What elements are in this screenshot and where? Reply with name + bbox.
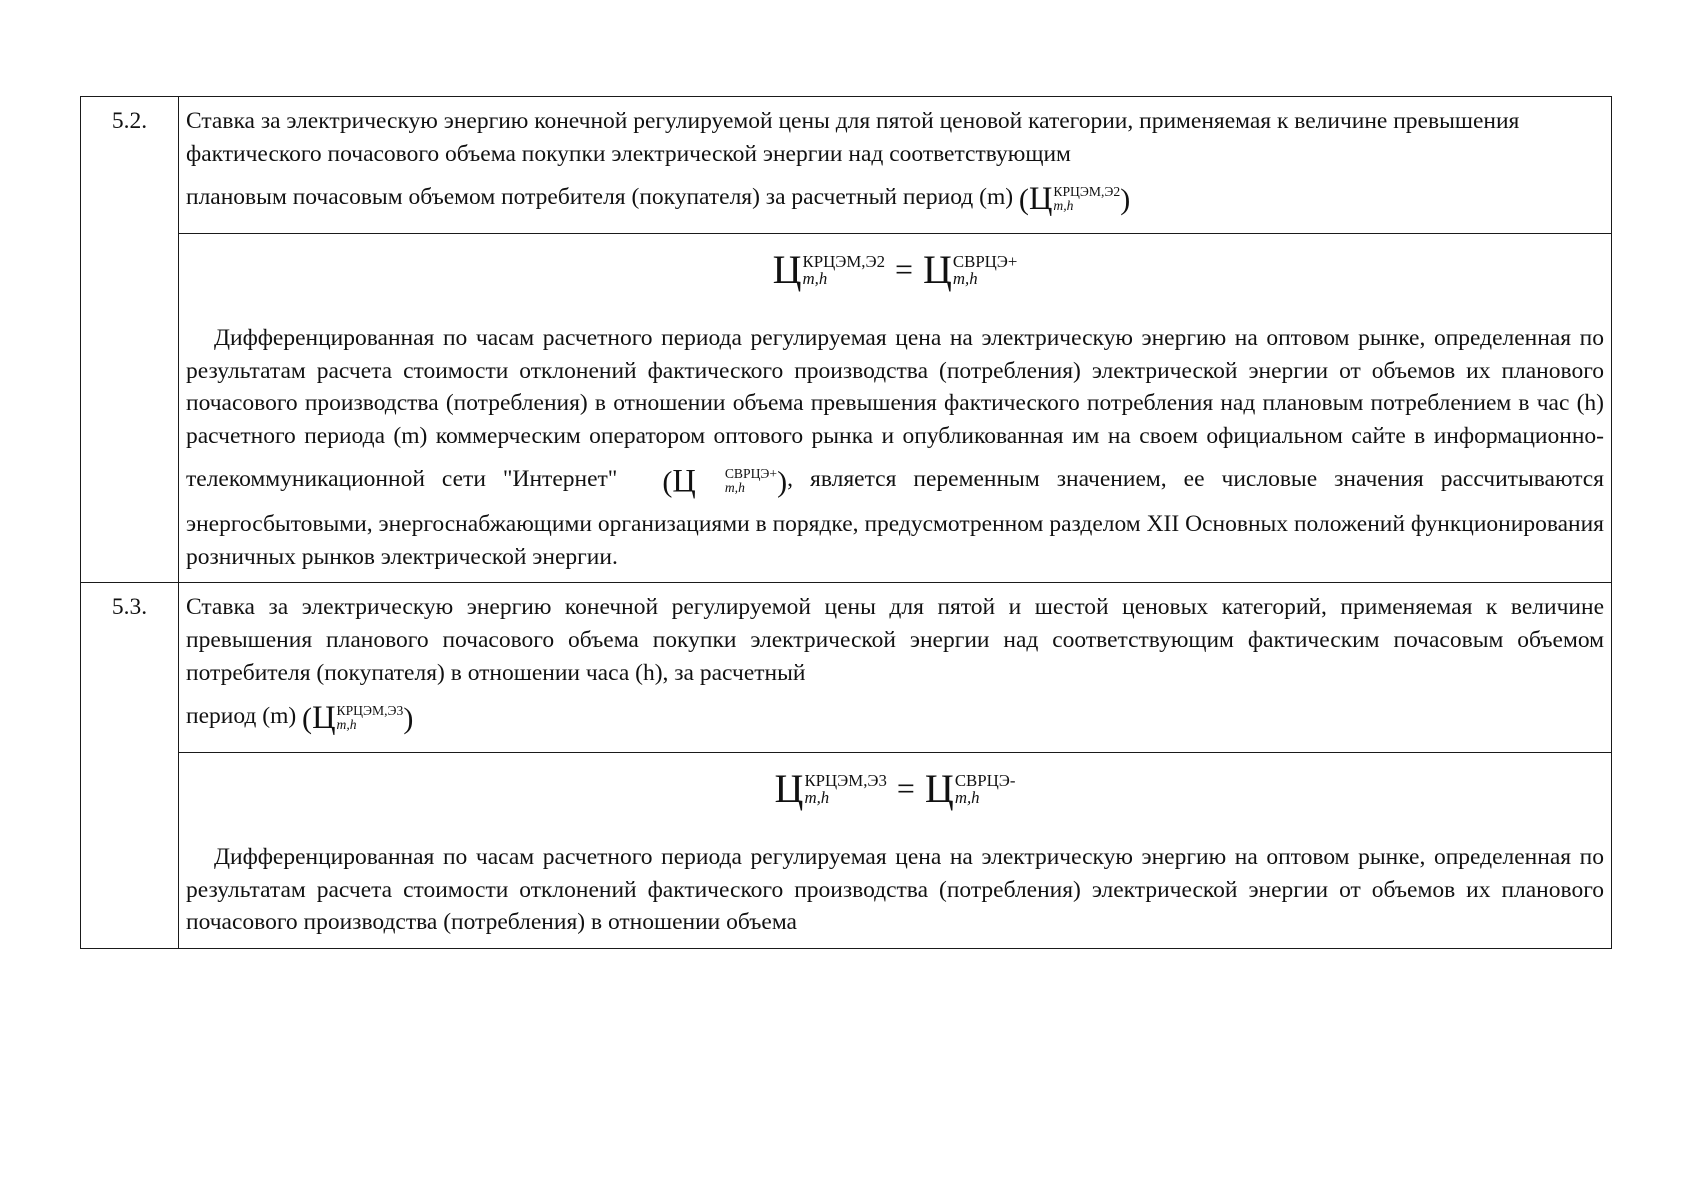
formula-explanation: Дифференцированная по часам расчетного периода регулируемая цена на электрическую энергию на оптовом рынке, определенная по результатам расчета стоимости отклонений фактического производства (потребления) электрической энергии от объемов их планового почасового производства (потребления) в отношении объема xyxy=(186,844,1604,936)
rate-description-cell xyxy=(179,97,1612,234)
formula xyxy=(186,242,1604,322)
rate-description-tail: период (m) xyxy=(186,703,297,730)
table-row xyxy=(81,234,1612,583)
symbol-base: Ц xyxy=(1028,180,1053,217)
symbol-superscript: КРЦЭМ,Э2 xyxy=(1053,183,1121,199)
table-row xyxy=(81,97,1612,234)
price-symbol: (Ц КРЦЭМ,Э3 m,h ) xyxy=(302,699,414,736)
formula-rhs: Ц СВРЦЭ- m,h xyxy=(924,766,1016,812)
formula-lhs: Ц КРЦЭМ,Э3 m,h xyxy=(774,766,887,812)
row-number: 5.3. xyxy=(81,583,179,949)
formula-lhs: Ц КРЦЭМ,Э2 m,h xyxy=(772,247,885,293)
rate-description: Ставка за электрическую энергию конечной регулируемой цены для пятой и шестой ценовых категорий, применяемая к величине превышения планового почасового объема покупки электрической энергии над соответствующим фактическим почасовым объемом потребителя (покупателя) в отношении часа (h), за расчетный xyxy=(186,594,1604,686)
rate-description-cell xyxy=(179,583,1612,753)
equals-sign: = xyxy=(894,251,913,287)
rate-description: Ставка за электрическую энергию конечной регулируемой цены для пятой ценовой категории, применяемая к величине превышения фактического почасового объема покупки электрической энергии над соответствующим xyxy=(186,108,1520,167)
price-symbol: (Ц СВРЦЭ+ m,h ) xyxy=(662,463,788,500)
rate-description-tail-line xyxy=(186,170,1604,224)
formula xyxy=(186,761,1604,841)
formula-rhs: Ц СВРЦЭ+ m,h xyxy=(922,247,1018,293)
formula-explanation: Дифференцированная по часам расчетного периода регулируемая цена на электрическую энергию на оптовом рынке, определенная по результатам расчета стоимости отклонений фактического производства (потребления) электрической энергии от объемов их планового почасового производства (потребления) в отношении объема превышения фактического потребления над плановым потреблением в час (h) расчетного периода (m) коммерческим оператором оптового рынка и опубликованная им на своем официальном сайте в информационно-телекоммуникационной сети "Интернет" (Ц СВРЦЭ+ m,h ), является переменным значением, ее числовые значения рассчитываются энергосбытовыми, энергоснабжающими организациями в порядке, предусмотренном разделом XII Основных положений функционирования розничных рынков электрической энергии. xyxy=(186,325,1604,570)
price-symbol: (Ц КРЦЭМ,Э2 m,h ) xyxy=(1018,180,1131,217)
row-number: 5.2. xyxy=(81,97,179,583)
rate-description-tail-line xyxy=(186,689,1604,743)
table-row xyxy=(81,753,1612,949)
formula-cell xyxy=(179,753,1612,949)
price-rate-table xyxy=(80,96,1612,949)
symbol-subscript: m,h xyxy=(1053,197,1074,213)
equals-sign: = xyxy=(896,770,915,806)
formula-cell xyxy=(179,234,1612,583)
rate-description-tail: плановым почасовым объемом потребителя (покупателя) за расчетный период (m) xyxy=(186,184,1014,211)
table-row xyxy=(81,583,1612,753)
